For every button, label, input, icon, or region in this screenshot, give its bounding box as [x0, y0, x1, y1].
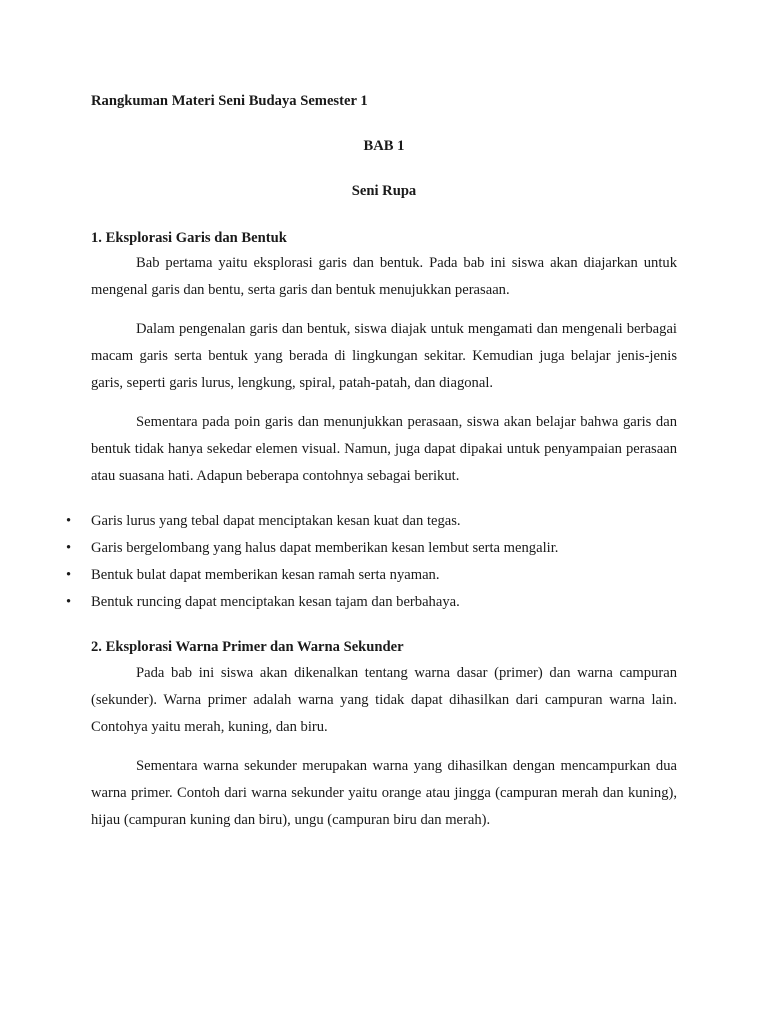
list-item: [66, 562, 677, 589]
chapter-heading: BAB 1: [363, 138, 405, 154]
list-item-text: Garis bergelombang yang halus dapat memberikan kesan lembut serta mengalir.: [91, 540, 559, 556]
section-2-paragraph-1-block: [91, 660, 677, 741]
subject-heading: Seni Rupa: [351, 183, 417, 199]
list-item-text: Bentuk bulat dapat memberikan kesan ramah serta nyaman.: [91, 567, 440, 583]
bullet-marker: •: [66, 540, 72, 556]
list-item: [66, 508, 677, 535]
bullet-marker: •: [66, 567, 72, 583]
list-item-text: Garis lurus yang tebal dapat menciptakan kesan kuat dan tegas.: [91, 513, 461, 529]
section-2-paragraph-2-block: [91, 753, 677, 834]
section-1-paragraph-1-block: [91, 250, 677, 304]
section-2-paragraph-2: Sementara warna sekunder merupakan warna yang dihasilkan dengan mencampurkan dua warna primer. Contoh dari warna sekunder yaitu orange atau jingga (campuran merah dan kuning), hijau (campuran kuning dan biru), ungu (campuran biru dan merah).: [91, 758, 677, 828]
section-1-paragraph-1: Bab pertama yaitu eksplorasi garis dan bentuk. Pada bab ini siswa akan diajarkan untuk mengenal garis dan bentu, serta garis dan bentuk menujukkan perasaan.: [91, 255, 677, 298]
bullet-marker: •: [66, 513, 72, 529]
list-item: [66, 589, 677, 616]
bullet-marker: •: [66, 594, 72, 610]
section-2-heading: 2. Eksplorasi Warna Primer dan Warna Sekunder: [91, 639, 404, 655]
section-1-paragraph-3-block: [91, 409, 677, 490]
document-title: Rangkuman Materi Seni Budaya Semester 1: [91, 93, 368, 109]
section-2: [91, 638, 677, 656]
list-item: [66, 535, 677, 562]
section-2-paragraph-1: Pada bab ini siswa akan dikenalkan tentang warna dasar (primer) dan warna campuran (sekunder). Warna primer adalah warna yang tidak dapat dihasilkan dari campuran warna lain. Contohya yaitu merah, kuning, dan biru.: [91, 665, 677, 735]
section-1-paragraph-2-block: [91, 316, 677, 397]
section-1-paragraph-3: Sementara pada poin garis dan menunjukkan perasaan, siswa akan belajar bahwa garis dan bentuk tidak hanya sekedar elemen visual. Namun, juga dapat dipakai untuk penyampaian perasaan atau suasana hati. Adapun beberapa contohnya sebagai berikut.: [91, 414, 677, 484]
bullet-list: [66, 508, 677, 616]
section-1-heading: 1. Eksplorasi Garis dan Bentuk: [91, 230, 287, 246]
list-item-text: Bentuk runcing dapat menciptakan kesan tajam dan berbahaya.: [91, 594, 460, 610]
section-1: [91, 229, 677, 247]
section-1-paragraph-2: Dalam pengenalan garis dan bentuk, siswa diajak untuk mengamati dan mengenali berbagai macam garis serta bentuk yang berada di lingkungan sekitar. Kemudian juga belajar jenis-jenis garis, seperti garis lurus, lengkung, spiral, patah-patah, dan diagonal.: [91, 321, 677, 391]
